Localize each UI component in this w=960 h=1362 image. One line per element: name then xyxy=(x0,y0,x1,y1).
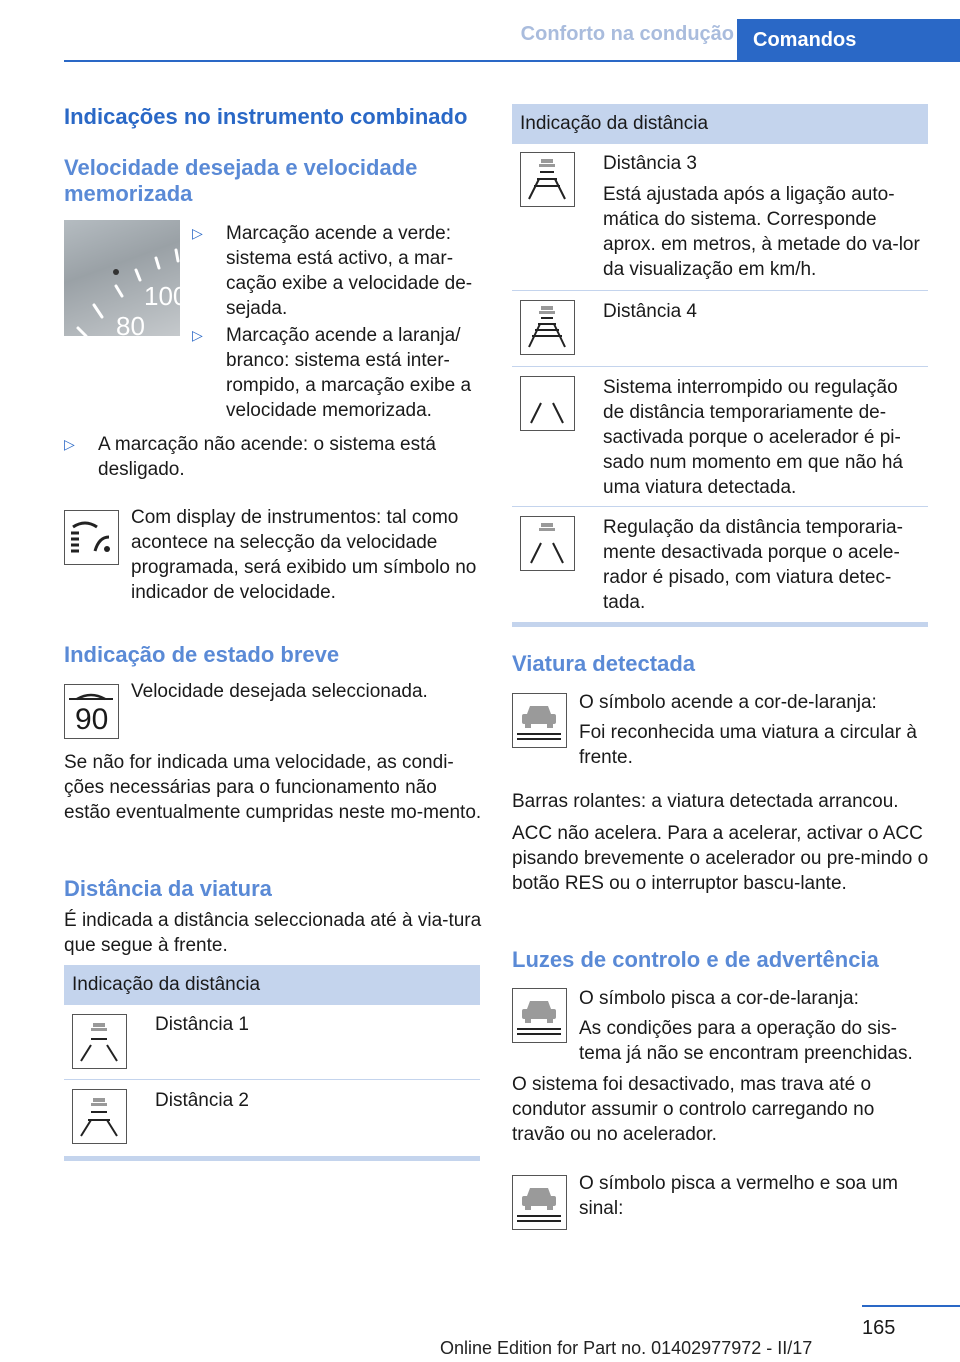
vehicle-detected-icon xyxy=(512,693,567,748)
table-row-text: Está ajustada após a ligação auto-mática do sistema. Corresponde aprox. em metros, à metade do va-lor da visualização em km/h. xyxy=(603,184,920,280)
row-divider xyxy=(64,1079,480,1080)
vehicle-warning-orange-icon xyxy=(512,988,567,1043)
gauge-label-80: 80 xyxy=(116,311,145,341)
vehicle-warning-red-icon xyxy=(512,1175,567,1230)
header-rule xyxy=(64,60,960,62)
speed-note: Velocidade desejada seleccionada. xyxy=(131,681,428,702)
subheading-vehicle-detected: Viatura detectada xyxy=(512,651,696,676)
table-header-left: Indicação da distância xyxy=(64,965,480,1005)
edition-note: Online Edition for Part no. 01402977972 - II/17 xyxy=(440,1338,813,1358)
detected-line-2: Foi reconhecida uma viatura a circular à frente. xyxy=(579,722,917,768)
table-end-rule xyxy=(64,1156,480,1161)
subheading-warning-lights: Luzes de controlo e de advertência xyxy=(512,947,879,972)
para-acc: ACC não acelera. Para a acelerar, activar o ACC pisando brevemente o acelerador ou pre-mindo o botão RES ou o interruptor bascu-lante. xyxy=(512,823,929,894)
para-no-speed: Se não for indicada uma velocidade, as condi-ções necessárias para o funcionamento não estão eventualmente cumpridas neste mo-mento. xyxy=(64,752,482,823)
table-end-rule xyxy=(512,622,928,627)
row-divider xyxy=(512,506,928,507)
bullet-text: Marcação acende a laranja/ branco: sistema está inter-rompido, a marcação exibe a velocidade memorizada. xyxy=(226,325,472,421)
gauge-label-100: 100 xyxy=(144,281,188,311)
interrupted-icon xyxy=(520,376,575,431)
para-deactivated: O sistema foi desactivado, mas trava até o condutor assumir o controlo carregando no travão ou no acelerador. xyxy=(512,1074,875,1145)
chapter-tab: Comandos xyxy=(737,19,960,62)
section-title: Conforto na condução xyxy=(520,23,734,45)
bullet-triangle-icon: ▷ xyxy=(64,436,75,452)
table-row-text: Regulação da distância temporaria-mente desactivada porque o acele-rador é pisado, com viatura detec-tada. xyxy=(603,517,903,613)
table-row-text: Sistema interrompido ou regulação de distância temporariamente de-sactivada porque o acelerador é pi-sado num momento em que não há uma viatura detectada. xyxy=(603,377,903,498)
heading-instrument-cluster: Indicações no instrumento combinado xyxy=(64,104,468,129)
subheading-distance: Distância da viatura xyxy=(64,876,272,901)
table-row: Distância 2 xyxy=(155,1090,249,1111)
speed-icon-value: 90 xyxy=(75,703,109,736)
para-distance: É indicada a distância seleccionada até à via-tura que segue à frente. xyxy=(64,910,482,956)
subheading-short-status: Indicação de estado breve xyxy=(64,642,340,667)
para-rolling-bars: Barras rolantes: a viatura detectada arrancou. xyxy=(512,791,899,812)
footer-rule xyxy=(862,1305,960,1307)
table-row-title: Distância 3 xyxy=(603,153,697,174)
row-divider xyxy=(512,366,928,367)
detected-line-1: O símbolo acende a cor-de-laranja: xyxy=(579,692,877,713)
red-warning-text: O símbolo pisca a vermelho e soa um sinal: xyxy=(579,1173,898,1219)
distance-2-icon xyxy=(72,1089,127,1144)
distance-1-icon xyxy=(72,1014,127,1069)
cruise-display-icon xyxy=(64,510,119,565)
bullet-text: Marcação acende a verde: sistema está activo, a mar-cação exibe a velocidade de-sejada. xyxy=(226,223,473,319)
bullet-triangle-icon: ▷ xyxy=(192,225,203,241)
desired-speed-icon xyxy=(64,684,119,739)
table-row: Distância 1 xyxy=(155,1014,249,1035)
speedometer-image xyxy=(64,220,188,341)
page-number: 165 xyxy=(862,1317,896,1339)
distance-3-icon xyxy=(520,152,575,207)
bullet-text: A marcação não acende: o sistema está desligado. xyxy=(98,434,436,480)
table-header-right: Indicação da distância xyxy=(512,104,928,144)
distance-4-icon xyxy=(520,300,575,355)
display-note-text: Com display de instrumentos: tal como acontece na selecção da velocidade programada, será exibido um símbolo no indicador de velocidade. xyxy=(131,507,477,603)
table-row-title: Distância 4 xyxy=(603,301,697,322)
deactivated-with-vehicle-icon xyxy=(520,516,575,571)
warn-line-2: As condições para a operação do sis-tema já não se encontram preenchidas. xyxy=(579,1018,913,1064)
display-note-first xyxy=(131,505,481,605)
subheading-desired-speed: Velocidade desejada e velocidade memorizada xyxy=(64,155,418,206)
bullet-triangle-icon: ▷ xyxy=(192,327,203,343)
page-header xyxy=(0,0,960,62)
row-divider xyxy=(512,290,928,291)
warn-line-1: O símbolo pisca a cor-de-laranja: xyxy=(579,988,859,1009)
